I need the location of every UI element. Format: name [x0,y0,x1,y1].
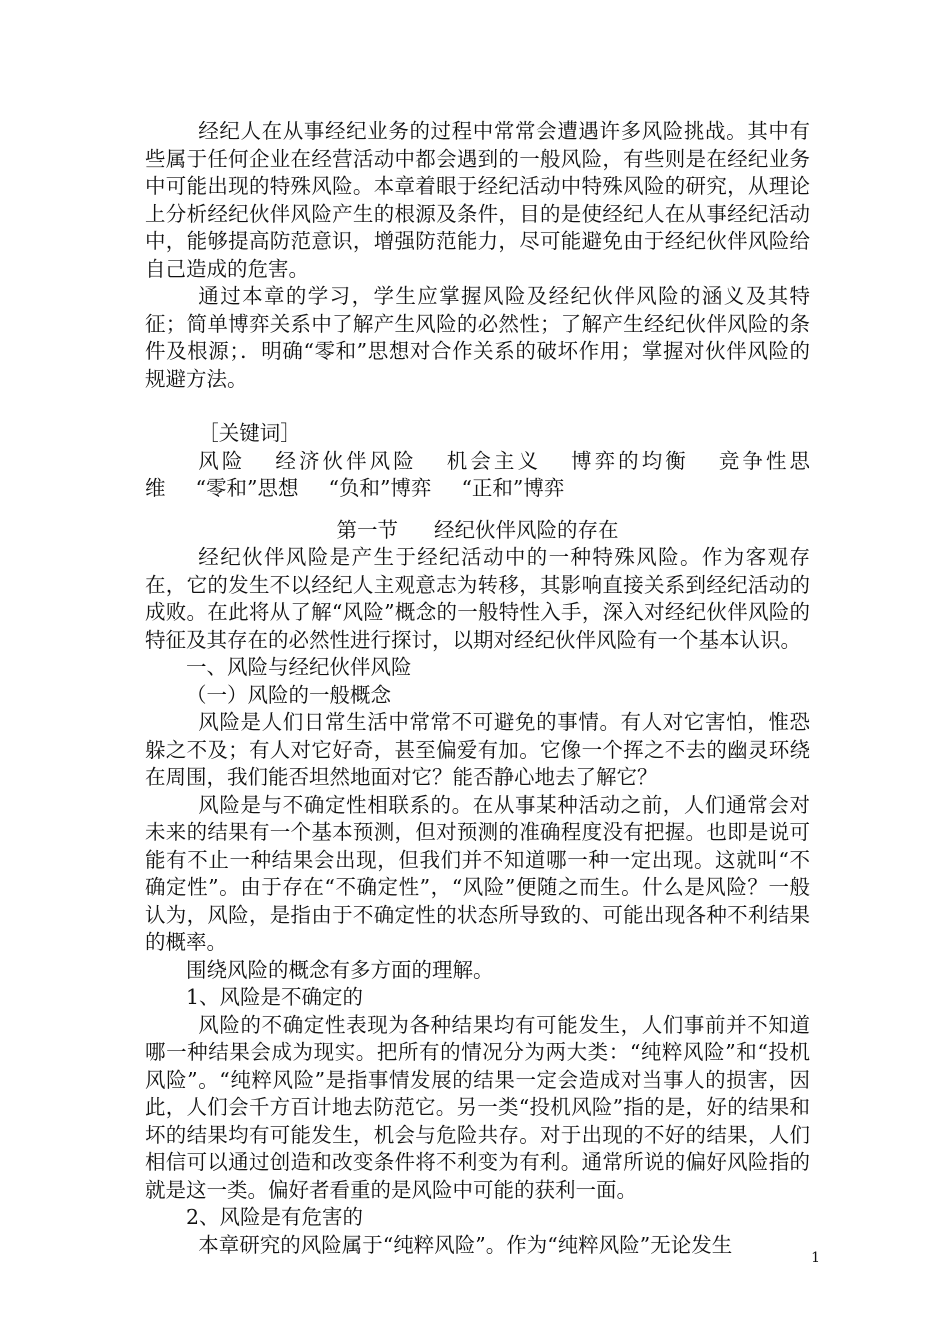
page-number: 1 [811,1250,820,1266]
heading-2: （一）风险的一般概念 [186,682,391,707]
section-number: 第一节 [336,517,398,542]
keyword: 竞争性思维 [145,448,811,500]
keyword: “零和”思想 [195,476,299,500]
keywords-label: ［关键词］ [198,421,301,445]
heading-1: 一、风险与经纪伙伴风险 [186,655,412,679]
keyword: 经济伙伴风险 [275,448,417,473]
keyword: 风险 [198,448,246,473]
intro-paragraph-2: 通过本章的学习，学生应掌握风险及经纪伙伴风险的涵义及其特征；简单博弈关系中了解产生风险的必然性；了解产生经纪伙伴风险的条件及根源；．明确“零和”思想对合作关系的破坏作用；掌握对伙伴风险的规避方法。 [145,284,810,391]
heading-3: 1、风险是不确定的 [186,985,364,1009]
keyword: 博弈的均衡 [571,448,689,473]
blank-line [145,503,810,517]
keyword: “正和”博弈 [461,476,565,500]
section-heading: 经纪伙伴风险的存在 [434,517,619,542]
content-paragraph-6: 本章研究的风险属于“纯粹风险”。作为“纯粹风险”无论发生 [198,1232,733,1257]
content-paragraph-1: 经纪伙伴风险是产生于经纪活动中的一种特殊风险。作为客观存在，它的发生不以经纪人主观意志为转移，其影响直接关系到经纪活动的成败。在此将从了解“风险”概念的一般特性入手，深入对经纪伙伴风险的特征及其存在的必然性进行探讨，以期对经纪伙伴风险有一个基本认识。 [145,545,810,652]
blank-line [145,393,810,420]
content-paragraph-2: 风险是人们日常生活中常常不可避免的事情。有人对它害怕，惟恐躲之不及；有人对它好奇，甚至偏爱有加。它像一个挥之不去的幽灵环绕在周围，我们能否坦然地面对它？能否静心地去了解它？ [145,710,810,789]
content-paragraph-3: 风险是与不确定性相联系的。在从事某种活动之前，人们通常会对未来的结果有一个基本预测，但对预测的准确程度没有把握。也即是说可能有不止一种结果会出现，但我们并不知道哪一种一定出现。这就叫“不确定性”。由于存在“不确定性”，“风险”便随之而生。什么是风险？一般认为，风险，是指由于不确定性的状态所导致的、可能出现各种不利结果的概率。 [145,792,810,954]
content-paragraph-4: 围绕风险的概念有多方面的理解。 [186,957,494,982]
keyword: “负和”博弈 [328,476,432,500]
section-title [145,517,810,545]
document-body [145,118,810,1259]
intro-paragraph-1: 经纪人在从事经纪业务的过程中常常会遭遇许多风险挑战。其中有些属于任何企业在经营活动中都会遇到的一般风险，有些则是在经纪业务中可能出现的特殊风险。本章着眼于经纪活动中特殊风险的研究，从理论上分析经纪伙伴风险产生的根源及条件，目的是使经纪人在从事经纪活动中，能够提高防范意识，增强防范能力，尽可能避免由于经纪伙伴风险给自己造成的危害。 [145,119,810,281]
content-paragraph-5: 风险的不确定性表现为各种结果均有可能发生，人们事前并不知道哪一种结果会成为现实。把所有的情况分为两大类：“纯粹风险”和“投机风险”。“纯粹风险”是指事情发展的结果一定会造成对当事人的损害，因此，人们会千方百计地去防范它。另一类“投机风险”指的是，好的结果和坏的结果均有可能发生，机会与危险共存。对于出现的不好的结果，人们相信可以通过创造和改变条件将不利变为有利。通常所说的偏好风险指的就是这一类。偏好者看重的是风险中可能的获利一面。 [145,1012,810,1202]
heading-4: 2、风险是有危害的 [186,1205,364,1229]
keyword: 机会主义 [446,448,542,473]
keywords-list [145,448,810,503]
